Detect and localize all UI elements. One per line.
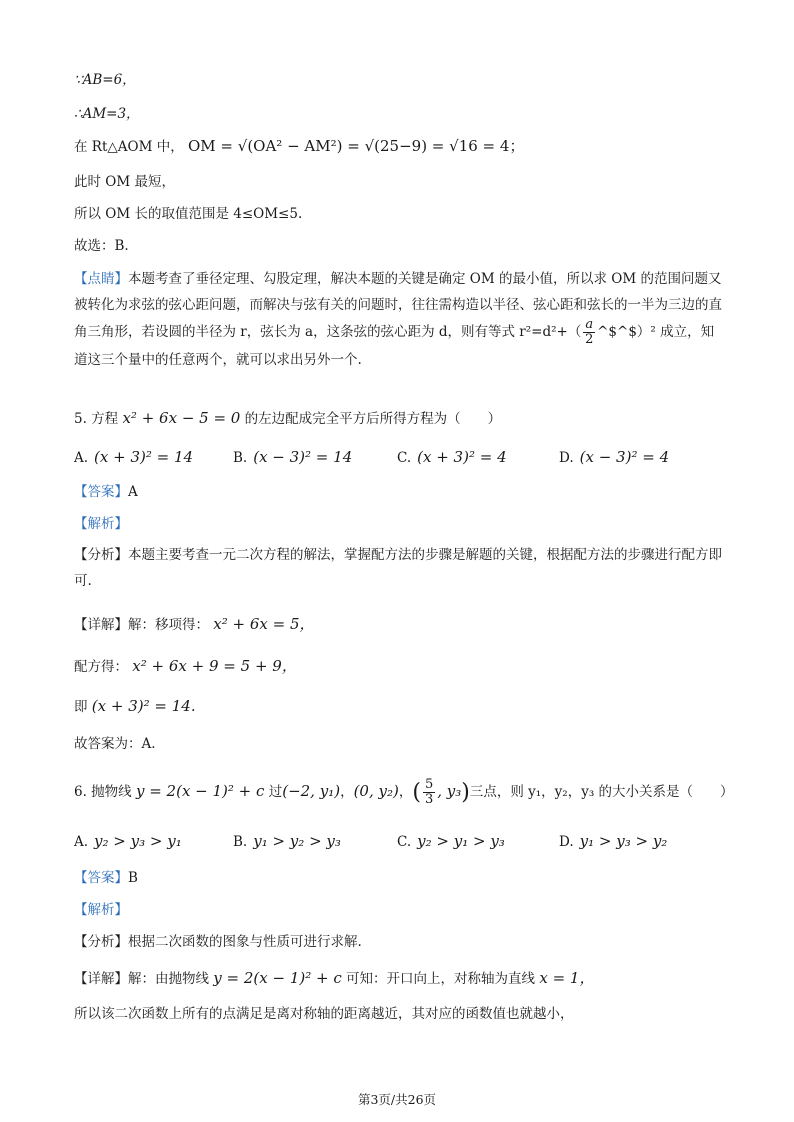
- note-tag: 【点睛】: [74, 271, 128, 287]
- q5-stem-prefix: 5. 方程: [74, 411, 119, 427]
- q6-answer-tag: 【答案】: [74, 870, 128, 886]
- q6-detail-1-suffix: 可知：开口向上，对称轴为直线: [346, 971, 536, 987]
- line-om-shortest: 此时 OM 最短，: [74, 174, 175, 190]
- pythagoras-formula: OM = √(OA² − AM²) = √(25−9) = √16 = 4；: [188, 137, 525, 155]
- q6-point-1: (−2, y₁): [282, 782, 341, 800]
- q5-option-b: B. (x − 3)² = 14: [233, 448, 353, 466]
- q6-detail-tag: 【详解】: [74, 971, 128, 987]
- q5-answer: [74, 482, 138, 502]
- q6-point-3-fraction: $\frac{5}{3}$: [424, 777, 434, 807]
- q6-detail-1-math: y = 2(x − 1)² + c: [213, 969, 342, 987]
- note-frac-num: a: [585, 317, 594, 332]
- line-pythagoras-prefix: 在 Rt△AOM 中，: [74, 139, 184, 155]
- q5-detail-3: [74, 696, 196, 717]
- q5-detail-1-prefix: 解：移项得：: [128, 617, 209, 633]
- q6-detail-1-prefix: 解：由抛物线: [128, 971, 209, 987]
- note-text-b: ^$^$）² 成立，知道这三个量中的任意两个，就可以求出另外一个.: [74, 324, 715, 368]
- q5-stem-suffix: 的左边配成完全平方后所得方程为（ ）: [244, 411, 502, 427]
- q5-detail-1-math: x² + 6x = 5，: [213, 615, 315, 633]
- line-ab: ∵AB=6，: [74, 72, 136, 88]
- q6-option-c: C. y₂ > y₁ > y₃: [397, 832, 505, 850]
- q6-option-d: D. y₁ > y₃ > y₂: [559, 832, 668, 850]
- q5-analysis-tag: 【解析】: [74, 516, 128, 532]
- q6-stem: 6. 抛物线 y = 2(x − 1)² + c 过(−2, y₁)，(0, y₂)，( $\frac{5}{3}$ , y₃)三点，则 y₁，y₂，y₃ 的大小关系是（ ）: [74, 777, 734, 807]
- q6-option-a: A. y₂ > y₃ > y₁: [74, 832, 182, 850]
- q6-stem-mid: 过: [268, 784, 283, 800]
- q5-fenxi: [74, 542, 722, 594]
- q6-answer-value: B: [128, 870, 138, 886]
- q6-option-b: B. y₁ > y₂ > y₃: [233, 832, 341, 850]
- line-pythagoras: [74, 136, 524, 157]
- note-text-a: 本题考查了垂径定理、勾股定理，解决本题的关键是确定 OM 的最小值，所以求 OM 的范围问题又被转化为求弦的弦心距问题，而解决与弦有关的问题时，往往需构造以半径、弦心距和弦长的一半为三边的直角三角形，若设圆的半径为 r，弦长为 a，这条弦的弦心距为 d，则有等式 r²=d²+（: [74, 271, 722, 340]
- q5-fenxi-tag: 【分析】: [74, 547, 128, 563]
- q5-final: 故答案为：A.: [74, 736, 156, 752]
- page-number-footer: 第3页/共26页: [357, 1092, 437, 1107]
- q6-analysis-tag: 【解析】: [74, 902, 128, 918]
- q5-detail-1: [74, 614, 315, 635]
- q6-fenxi: [74, 932, 362, 952]
- q5-fenxi-text: 本题主要考查一元二次方程的解法，掌握配方法的步骤是解题的关键，根据配方法的步骤进行配方即可.: [74, 547, 722, 589]
- q6-point-2: (0, y₂): [353, 782, 399, 800]
- q5-detail-2-math: x² + 6x + 9 = 5 + 9，: [132, 657, 297, 675]
- note-frac-den: 2: [585, 332, 594, 347]
- q5-option-c: C. (x + 3)² = 4: [397, 448, 507, 466]
- q5-option-d: D. (x − 3)² = 4: [559, 448, 670, 466]
- note-fraction: [583, 318, 595, 347]
- q5-detail-2: [74, 656, 297, 677]
- line-om-range: 所以 OM 长的取值范围是 4≤OM≤5.: [74, 206, 303, 222]
- line-choose-b: 故选：B.: [74, 238, 129, 254]
- q6-fenxi-text: 根据二次函数的图象与性质可进行求解.: [128, 934, 362, 950]
- q6-stem-prefix: 6. 抛物线: [74, 784, 132, 800]
- q6-parabola: y = 2(x − 1)² + c: [135, 782, 265, 800]
- q6-point-3-tail: , y₃: [437, 782, 462, 800]
- q5-detail-tag: 【详解】: [74, 617, 128, 633]
- q6-fenxi-tag: 【分析】: [74, 934, 128, 950]
- q5-answer-tag: 【答案】: [74, 484, 128, 500]
- q5-detail-3-math: (x + 3)² = 14.: [91, 697, 196, 715]
- q6-axis: x = 1，: [539, 969, 595, 987]
- q6-answer: [74, 868, 138, 888]
- q5-detail-3-prefix: 即: [74, 699, 88, 715]
- line-am: ∴AM=3，: [74, 106, 140, 122]
- q5-option-a: A. (x + 3)² = 14: [74, 448, 194, 466]
- q5-stem: [74, 408, 501, 429]
- q6-stem-suffix: 三点，则 y₁，y₂，y₃ 的大小关系是（ ）: [469, 784, 734, 800]
- q6-detail-2: 所以该二次函数上所有的点满足是离对称轴的距离越近，其对应的函数值也就越小，: [74, 1006, 574, 1022]
- q5-answer-value: A: [128, 484, 138, 500]
- q5-equation: x² + 6x − 5 = 0: [122, 409, 241, 427]
- note-paragraph: [74, 266, 722, 373]
- q6-detail-1: [74, 968, 594, 989]
- q5-detail-2-prefix: 配方得：: [74, 659, 128, 675]
